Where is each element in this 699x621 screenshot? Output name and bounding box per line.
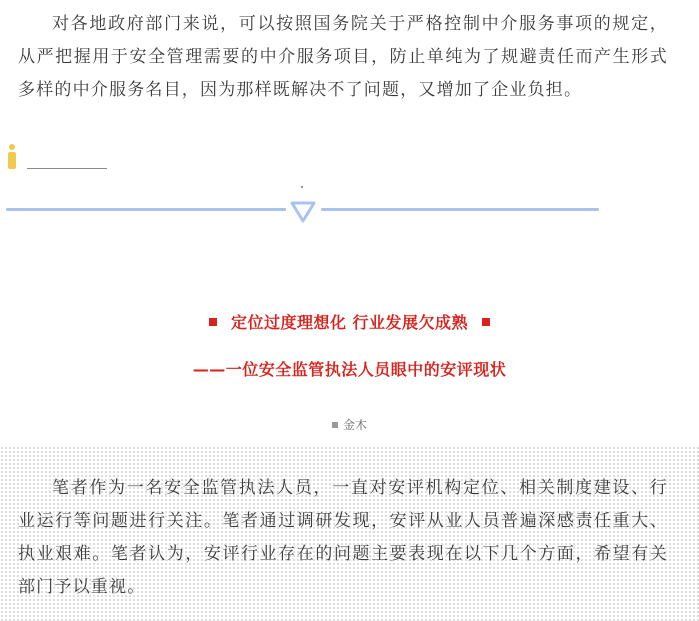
author-line <box>0 416 699 434</box>
headline-text: 定位过度理想化 行业发展欠成熟 <box>230 313 469 332</box>
decorative-dot <box>301 186 303 188</box>
section-divider-left <box>6 208 286 211</box>
square-bullet-icon <box>209 318 217 326</box>
section-divider-right <box>321 208 599 211</box>
article-headline <box>0 311 699 335</box>
article-subheadline: ——一位安全监管执法人员眼中的安评现状 <box>192 360 507 379</box>
intro-paragraph: 对各地政府部门来说，可以按照国务院关于严格控制中介服务事项的规定，从严把握用于安全管理需要的中介服务项目，防止单纯为了规避责任而产生形式多样的中介服务名目，因为那样既解决不了问题，又增加了企业负担。 <box>18 14 668 100</box>
square-bullet-icon <box>482 318 490 326</box>
signature-underline <box>27 168 107 169</box>
person-icon <box>5 143 19 171</box>
down-triangle-icon <box>290 201 316 223</box>
body-paragraph: 笔者作为一名安全监管执法人员，一直对安评机构定位、相关制度建设、行业运行等问题进行关注。笔者通过调研发现，安评从业人员普遍深感责任重大、执业艰难。笔者认为，安评行业存在的问题主要表现在以下几个方面，希望有关部门予以重视。 <box>18 478 668 597</box>
author-name: 金木 <box>342 418 367 432</box>
author-marker-icon <box>332 422 338 428</box>
